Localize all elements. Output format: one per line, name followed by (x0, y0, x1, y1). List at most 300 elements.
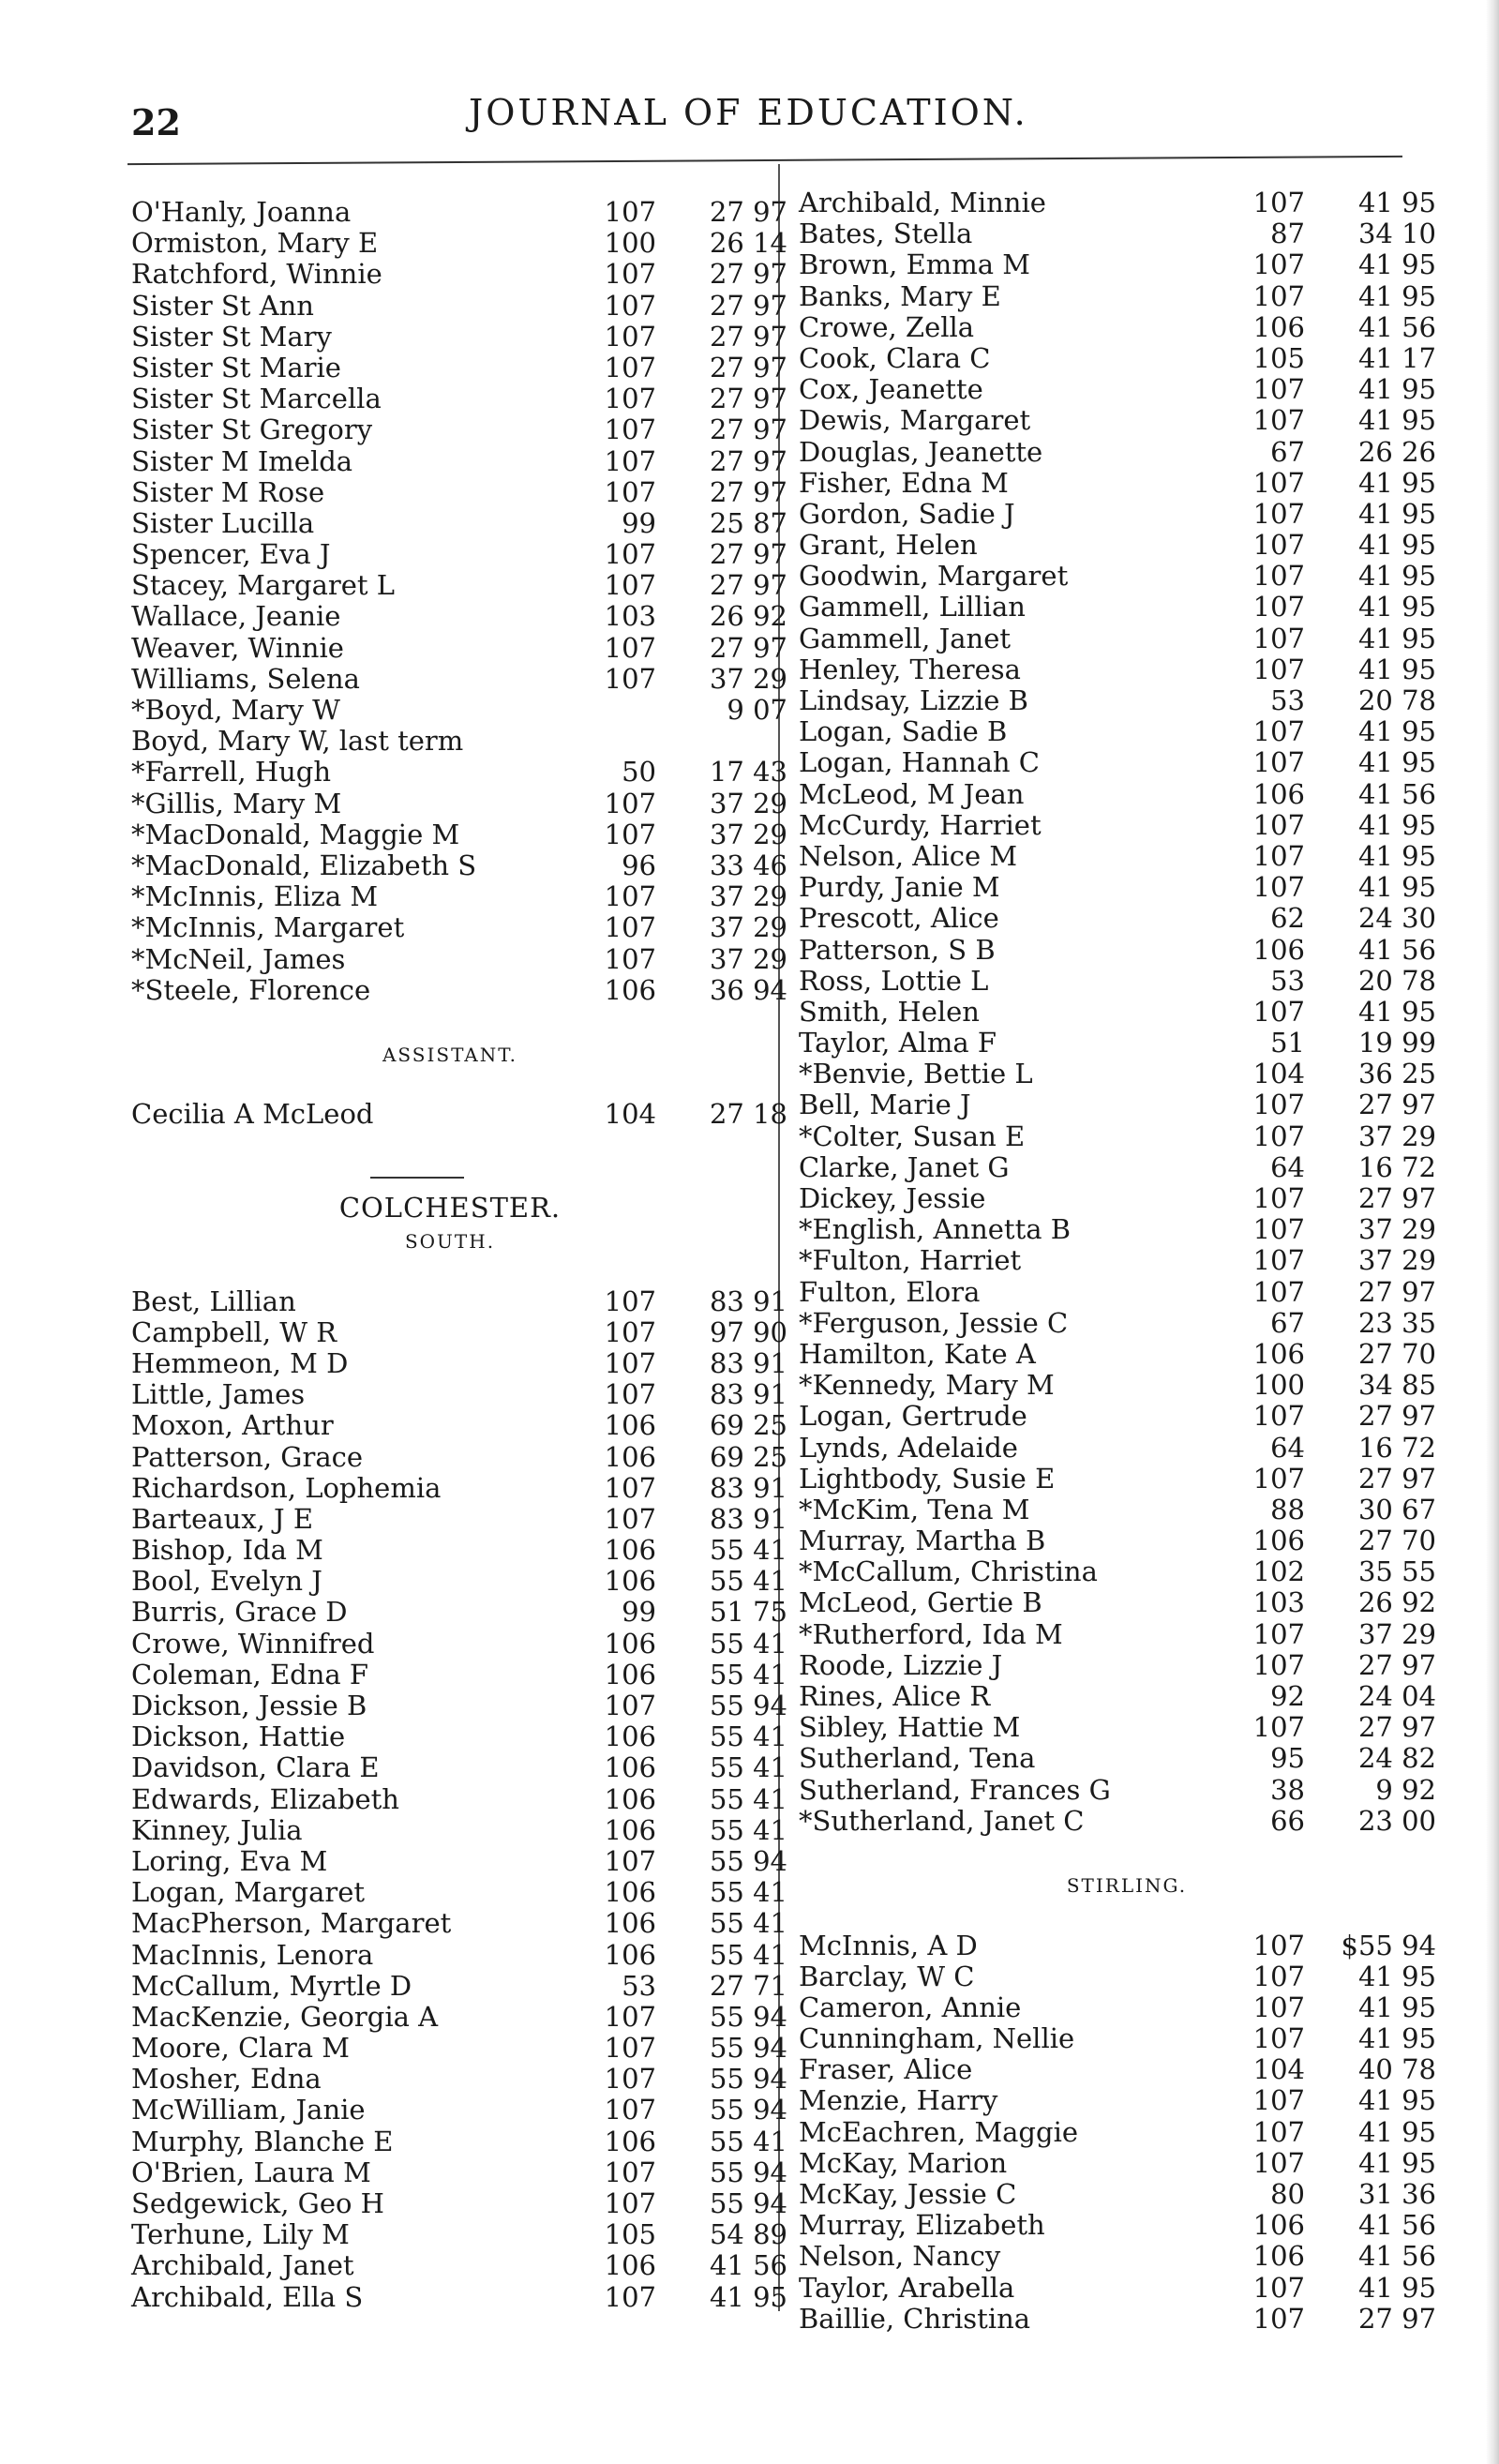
entry-days: 106 (604, 1720, 656, 1753)
list-item (131, 2187, 787, 2219)
entry-amount: 41 56 (1357, 933, 1436, 966)
entry-amount: 37 29 (1357, 1119, 1436, 1152)
entry-name: Dickey, Jessie (799, 1182, 986, 1214)
entry-amount: 34 10 (1357, 218, 1436, 250)
entry-days: 104 (1252, 2053, 1305, 2086)
entry-days: 107 (604, 1690, 656, 1721)
entry-name: MacPherson, Margaret (131, 1907, 452, 1940)
list-item (799, 1587, 1455, 1618)
entry-days: 107 (1252, 622, 1305, 654)
entry-name: *MacDonald, Elizabeth S (131, 849, 477, 881)
list-item (131, 1285, 787, 1317)
spacer (131, 1131, 769, 1162)
entry-name: Sister M Imelda (131, 444, 353, 477)
entry-name: Ratchford, Winnie (131, 258, 382, 291)
entry-days: 107 (1252, 808, 1305, 841)
list-item (799, 779, 1455, 810)
entry-days: 107 (604, 444, 656, 477)
entry-name: Weaver, Winnie (131, 631, 344, 664)
entry-days: 96 (622, 849, 656, 881)
list-item (131, 1534, 787, 1567)
entry-days: 106 (604, 2249, 656, 2282)
entry-name: Archibald, Ella S (131, 2280, 364, 2313)
list-item (799, 1931, 1455, 1961)
entry-amount: $55 94 (1341, 1929, 1436, 1961)
list-item (799, 841, 1455, 872)
list-item (131, 1565, 787, 1598)
entry-amount: 41 95 (1357, 2271, 1436, 2304)
entry-amount: 26 14 (709, 227, 787, 260)
entry-name: *Farrell, Hugh (131, 756, 332, 789)
entry-name: Ormiston, Mary E (131, 227, 379, 260)
entry-amount: 27 97 (1357, 1648, 1436, 1681)
entry-days: 106 (1252, 1525, 1305, 1557)
entry-days: 107 (604, 1502, 656, 1535)
entry-name: Baillie, Christina (799, 2302, 1031, 2335)
spacer (131, 1068, 769, 1099)
entry-name: Taylor, Arabella (799, 2271, 1015, 2304)
entry-name: Crowe, Zella (799, 310, 975, 343)
section-heading (799, 1868, 1455, 1899)
list-item (799, 1214, 1455, 1245)
entry-days: 100 (1252, 1369, 1305, 1402)
list-item (799, 810, 1455, 841)
list-item (799, 1743, 1455, 1774)
list-item (799, 903, 1455, 934)
list-item (131, 444, 787, 477)
entry-amount: 83 91 (709, 1471, 787, 1504)
list-item (131, 2000, 787, 2033)
entry-amount: 83 91 (709, 1378, 787, 1411)
entry-name: Moxon, Arthur (131, 1409, 334, 1442)
entry-days: 107 (1252, 248, 1305, 281)
list-item (131, 2280, 787, 2313)
entry-amount: 37 29 (709, 880, 787, 913)
list-item (799, 1556, 1455, 1587)
list-item (799, 966, 1455, 997)
entry-days: 107 (604, 2094, 656, 2126)
left-column-list (131, 196, 787, 2313)
entry-name: Menzie, Harry (799, 2084, 998, 2117)
entry-amount: 69 25 (709, 1409, 787, 1442)
entry-name: Murray, Martha B (799, 1525, 1046, 1557)
list-item (799, 1433, 1455, 1464)
entry-days: 107 (1252, 529, 1305, 562)
entry-name: Clarke, Janet G (799, 1150, 1010, 1183)
entry-days: 67 (1270, 1306, 1305, 1339)
entry-name: Sister St Gregory (131, 413, 373, 446)
entry-name: *Colter, Susan E (799, 1119, 1026, 1152)
entry-amount: 26 92 (709, 600, 787, 633)
entry-days: 106 (604, 1627, 656, 1660)
entry-name: McLeod, Gertie B (799, 1586, 1042, 1619)
entry-amount: 55 41 (709, 1720, 787, 1753)
list-item (131, 320, 787, 353)
entry-name: *McInnis, Margaret (131, 911, 405, 944)
page-number: 22 (131, 101, 181, 143)
entry-days: 106 (604, 1907, 656, 1940)
entry-name: Rines, Alice R (799, 1680, 991, 1712)
list-item (799, 2117, 1455, 2148)
entry-name: *English, Annetta B (799, 1213, 1072, 1246)
entry-amount: 41 95 (1357, 2084, 1436, 2117)
entry-amount: 37 29 (709, 787, 787, 819)
list-item (131, 383, 787, 415)
list-item (131, 258, 787, 291)
list-item (799, 374, 1455, 405)
entry-amount: 27 97 (1357, 1400, 1436, 1433)
list-item (799, 624, 1455, 654)
entry-days: 107 (1252, 1617, 1305, 1650)
list-item (799, 188, 1455, 218)
list-item (799, 2179, 1455, 2210)
entry-amount: 27 97 (1357, 1275, 1436, 1308)
entry-days: 107 (1252, 497, 1305, 530)
entry-days: 106 (604, 2125, 656, 2157)
entry-amount: 41 95 (1357, 746, 1436, 779)
entry-days: 106 (604, 1938, 656, 1971)
entry-name: Sister Lucilla (131, 506, 315, 539)
entry-name: Dickson, Jessie B (131, 1690, 367, 1721)
list-item (131, 1440, 787, 1473)
entry-name: McWilliam, Janie (131, 2094, 366, 2126)
spacer (131, 1255, 769, 1285)
entry-name: Mosher, Edna (131, 2063, 322, 2096)
entry-amount: 55 94 (709, 2187, 787, 2219)
entry-days: 107 (1252, 995, 1305, 1028)
entry-days: 88 (1270, 1493, 1305, 1525)
entry-days: 95 (1270, 1742, 1305, 1775)
list-item (131, 1876, 787, 1909)
entry-name: Richardson, Lophemia (131, 1471, 442, 1504)
list-item (799, 1308, 1455, 1339)
entry-amount: 55 94 (709, 1844, 787, 1877)
entry-days: 107 (1252, 2084, 1305, 2117)
entry-days: 107 (604, 818, 656, 850)
entry-amount: 27 70 (1357, 1525, 1436, 1557)
entry-name: Terhune, Lily M (131, 2218, 350, 2251)
entry-days: 107 (1252, 2302, 1305, 2335)
entry-days: 107 (1252, 1119, 1305, 1152)
list-item (131, 1315, 787, 1348)
entry-days: 53 (1270, 684, 1305, 716)
entry-days: 107 (604, 1346, 656, 1379)
entry-amount: 23 35 (1357, 1306, 1436, 1339)
entry-amount: 26 26 (1357, 435, 1436, 468)
entry-amount: 41 56 (1357, 777, 1436, 810)
entry-amount: 41 95 (1357, 279, 1436, 312)
entry-days: 64 (1270, 1150, 1305, 1183)
entry-name: *MacDonald, Maggie M (131, 818, 460, 850)
entry-amount: 55 41 (709, 1658, 787, 1690)
entry-amount: 34 85 (1357, 1369, 1436, 1402)
entry-amount: 37 29 (709, 911, 787, 944)
entry-amount: 27 97 (1357, 1089, 1436, 1121)
entry-days: 106 (604, 1409, 656, 1442)
entry-name: Coleman, Edna F (131, 1658, 369, 1690)
entry-days: 107 (604, 383, 656, 415)
entry-amount: 27 97 (1357, 1462, 1436, 1495)
list-item (799, 685, 1455, 716)
entry-days: 62 (1270, 902, 1305, 935)
entry-days: 106 (604, 1440, 656, 1473)
list-item (131, 2218, 787, 2251)
entry-name: *McCallum, Christina (799, 1555, 1098, 1588)
entry-amount: 55 41 (709, 1813, 787, 1846)
section-heading (131, 1224, 769, 1255)
entry-days: 107 (1252, 1960, 1305, 1992)
entry-amount: 41 56 (1357, 2240, 1436, 2273)
entry-name: Sutherland, Tena (799, 1742, 1036, 1775)
entry-name: Sibley, Hattie M (799, 1711, 1021, 1744)
entry-amount: 27 97 (709, 444, 787, 477)
list-item (131, 1627, 787, 1660)
entry-name: Bates, Stella (799, 218, 973, 250)
entry-name: Dickson, Hattie (131, 1720, 346, 1753)
entry-amount: 9 07 (727, 694, 787, 726)
entry-amount: 23 00 (1357, 1804, 1436, 1837)
entry-name: Campbell, W R (131, 1315, 337, 1348)
entry-days: 106 (604, 1751, 656, 1784)
list-item (131, 662, 787, 695)
entry-amount: 41 95 (1357, 1991, 1436, 2023)
entry-amount: 41 95 (1357, 187, 1436, 218)
entry-days: 107 (1252, 466, 1305, 499)
entry-amount: 37 29 (709, 942, 787, 975)
entry-amount: 69 25 (709, 1440, 787, 1473)
entry-name: Barteaux, J E (131, 1502, 314, 1535)
entry-amount: 27 71 (709, 1969, 787, 2002)
list-item (799, 1525, 1455, 1556)
entry-amount: 97 90 (709, 1315, 787, 1348)
entry-name: Best, Lillian (131, 1285, 296, 1317)
list-item (131, 1813, 787, 1846)
entry-name: Nelson, Nancy (799, 2240, 1001, 2273)
entry-name: Logan, Sadie B (799, 715, 1008, 748)
entry-name: Edwards, Elizabeth (131, 1782, 399, 1815)
entry-amount: 41 95 (1357, 715, 1436, 748)
entry-days: 107 (1252, 2146, 1305, 2179)
entry-name: Goodwin, Margaret (799, 560, 1069, 593)
entry-days: 106 (604, 973, 656, 1006)
entry-amount: 55 41 (709, 2125, 787, 2157)
list-item (131, 1378, 787, 1411)
entry-days: 50 (622, 756, 656, 789)
entry-amount: 27 97 (709, 631, 787, 664)
entry-amount: 41 95 (1357, 248, 1436, 281)
list-item (131, 1471, 787, 1504)
list-item (131, 1938, 787, 1971)
entry-amount: 37 29 (709, 662, 787, 695)
entry-days: 107 (604, 911, 656, 944)
entry-days: 107 (1252, 1711, 1305, 1744)
entry-name: Wallace, Jeanie (131, 600, 341, 633)
entry-days: 107 (1252, 839, 1305, 872)
entry-days: 107 (1252, 871, 1305, 904)
entry-amount: 27 18 (709, 1098, 787, 1131)
entry-amount: 16 72 (1357, 1431, 1436, 1464)
entry-days: 107 (604, 413, 656, 446)
entry-amount: 27 97 (709, 569, 787, 602)
entry-amount: 24 82 (1357, 1742, 1436, 1775)
list-item (131, 880, 787, 913)
entry-amount: 41 95 (1357, 871, 1436, 904)
entry-days: 107 (604, 2063, 656, 2096)
list-item (799, 1089, 1455, 1120)
entry-amount: 30 67 (1357, 1493, 1436, 1525)
entry-name: Loring, Eva M (131, 1844, 328, 1877)
list-item (799, 530, 1455, 561)
entry-amount: 27 70 (1357, 1337, 1436, 1370)
entry-amount: 83 91 (709, 1502, 787, 1535)
entry-amount: 55 41 (709, 1938, 787, 1971)
entry-days: 107 (604, 351, 656, 383)
entry-days: 107 (1252, 187, 1305, 218)
entry-days: 104 (604, 1098, 656, 1131)
list-item (799, 437, 1455, 468)
list-item (131, 818, 787, 850)
entry-name: Cunningham, Nellie (799, 2022, 1075, 2055)
list-item (799, 249, 1455, 280)
list-item (131, 569, 787, 602)
list-item (131, 2063, 787, 2096)
list-item (799, 1059, 1455, 1089)
entry-name: Bishop, Ida M (131, 1534, 323, 1567)
entry-days: 107 (1252, 591, 1305, 624)
entry-name: Gammell, Lillian (799, 591, 1026, 624)
entry-amount: 27 97 (709, 475, 787, 508)
entry-name: Fulton, Elora (799, 1275, 981, 1308)
entry-amount: 55 41 (709, 1782, 787, 1815)
list-item (799, 1681, 1455, 1712)
entry-amount: 27 97 (709, 413, 787, 446)
entry-name: Sister St Mary (131, 320, 332, 353)
list-item (131, 600, 787, 633)
entry-days: 38 (1270, 1773, 1305, 1806)
entry-name: *McKim, Tena M (799, 1493, 1030, 1525)
entry-amount: 36 94 (709, 973, 787, 1006)
list-item (131, 2032, 787, 2065)
section-heading-label: ASSISTANT. (382, 1044, 518, 1067)
entry-amount: 55 41 (709, 1565, 787, 1598)
list-item (131, 631, 787, 664)
list-item (799, 1028, 1455, 1059)
entry-amount: 41 95 (1357, 2115, 1436, 2148)
entry-name: Bool, Evelyn J (131, 1565, 322, 1598)
entry-days: 107 (1252, 2271, 1305, 2304)
entry-amount: 54 89 (709, 2218, 787, 2251)
entry-amount: 20 78 (1357, 684, 1436, 716)
entry-amount: 27 97 (709, 538, 787, 571)
entry-name: *Fulton, Harriet (799, 1244, 1022, 1277)
list-item (131, 538, 787, 571)
entry-name: Archibald, Janet (131, 2249, 354, 2282)
list-item (799, 1775, 1455, 1806)
list-item (131, 2249, 787, 2282)
entry-name: McLeod, M Jean (799, 777, 1025, 810)
entry-amount: 41 95 (1357, 622, 1436, 654)
entry-days: 107 (604, 1844, 656, 1877)
entry-amount: 41 95 (1357, 529, 1436, 562)
section-heading (131, 1193, 769, 1224)
list-item (131, 1502, 787, 1535)
entry-amount: 41 56 (709, 2249, 787, 2282)
entry-name: Cecilia A McLeod (131, 1098, 374, 1131)
list-item (799, 1619, 1455, 1650)
entry-days: 107 (1252, 1462, 1305, 1495)
list-item (131, 475, 787, 508)
entry-days: 107 (604, 320, 656, 353)
list-item (799, 747, 1455, 778)
entry-amount: 41 95 (1357, 560, 1436, 593)
list-item (131, 1346, 787, 1379)
divider-line (370, 1177, 464, 1179)
list-item (799, 2023, 1455, 2054)
entry-name: Banks, Mary E (799, 279, 1001, 312)
entry-days: 105 (1252, 341, 1305, 374)
entry-name: *Kennedy, Mary M (799, 1369, 1055, 1402)
entry-days: 105 (604, 2218, 656, 2251)
entry-name: Cameron, Annie (799, 1991, 1022, 2023)
entry-name: *Steele, Florence (131, 973, 371, 1006)
entry-days: 107 (604, 475, 656, 508)
entry-amount: 24 30 (1357, 902, 1436, 935)
list-item (131, 1907, 787, 1940)
list-item (799, 1152, 1455, 1183)
entry-name: *McNeil, James (131, 942, 346, 975)
entry-days: 99 (622, 506, 656, 539)
entry-amount: 51 75 (709, 1596, 787, 1629)
entry-name: *Rutherford, Ida M (799, 1617, 1063, 1650)
entry-name: Fraser, Alice (799, 2053, 973, 2086)
entry-amount: 27 97 (709, 383, 787, 415)
list-item (799, 1650, 1455, 1681)
entry-name: Lindsay, Lizzie B (799, 684, 1028, 716)
list-item (131, 351, 787, 383)
entry-name: Prescott, Alice (799, 902, 999, 935)
entry-name: Fisher, Edna M (799, 466, 1009, 499)
entry-name: Patterson, Grace (131, 1440, 364, 1473)
entry-name: Brown, Emma M (799, 248, 1030, 281)
entry-days: 107 (1252, 1400, 1305, 1433)
list-item (799, 2085, 1455, 2116)
entry-days: 106 (604, 1534, 656, 1567)
entry-name: Crowe, Winnifred (131, 1627, 375, 1660)
entry-days: 107 (604, 2032, 656, 2065)
list-item (799, 2273, 1455, 2304)
list-item (131, 227, 787, 260)
entry-amount: 9 92 (1375, 1773, 1436, 1806)
entry-name: Davidson, Clara E (131, 1751, 380, 1784)
entry-days: 80 (1270, 2178, 1305, 2210)
entry-days: 106 (604, 1876, 656, 1909)
list-item (799, 997, 1455, 1028)
entry-days: 53 (1270, 964, 1305, 997)
entry-amount: 55 94 (709, 2156, 787, 2188)
entry-days: 107 (604, 1285, 656, 1317)
list-item (799, 872, 1455, 903)
list-item (799, 2304, 1455, 2335)
entry-amount: 37 29 (1357, 1213, 1436, 1246)
list-item (131, 1720, 787, 1753)
entry-name: Archibald, Minnie (799, 187, 1046, 218)
entry-name: Taylor, Alma F (799, 1027, 997, 1059)
entry-days: 107 (604, 2156, 656, 2188)
entry-amount: 55 41 (709, 1534, 787, 1567)
entry-days: 99 (622, 1596, 656, 1629)
entry-amount: 37 29 (1357, 1244, 1436, 1277)
entry-days: 107 (604, 289, 656, 322)
